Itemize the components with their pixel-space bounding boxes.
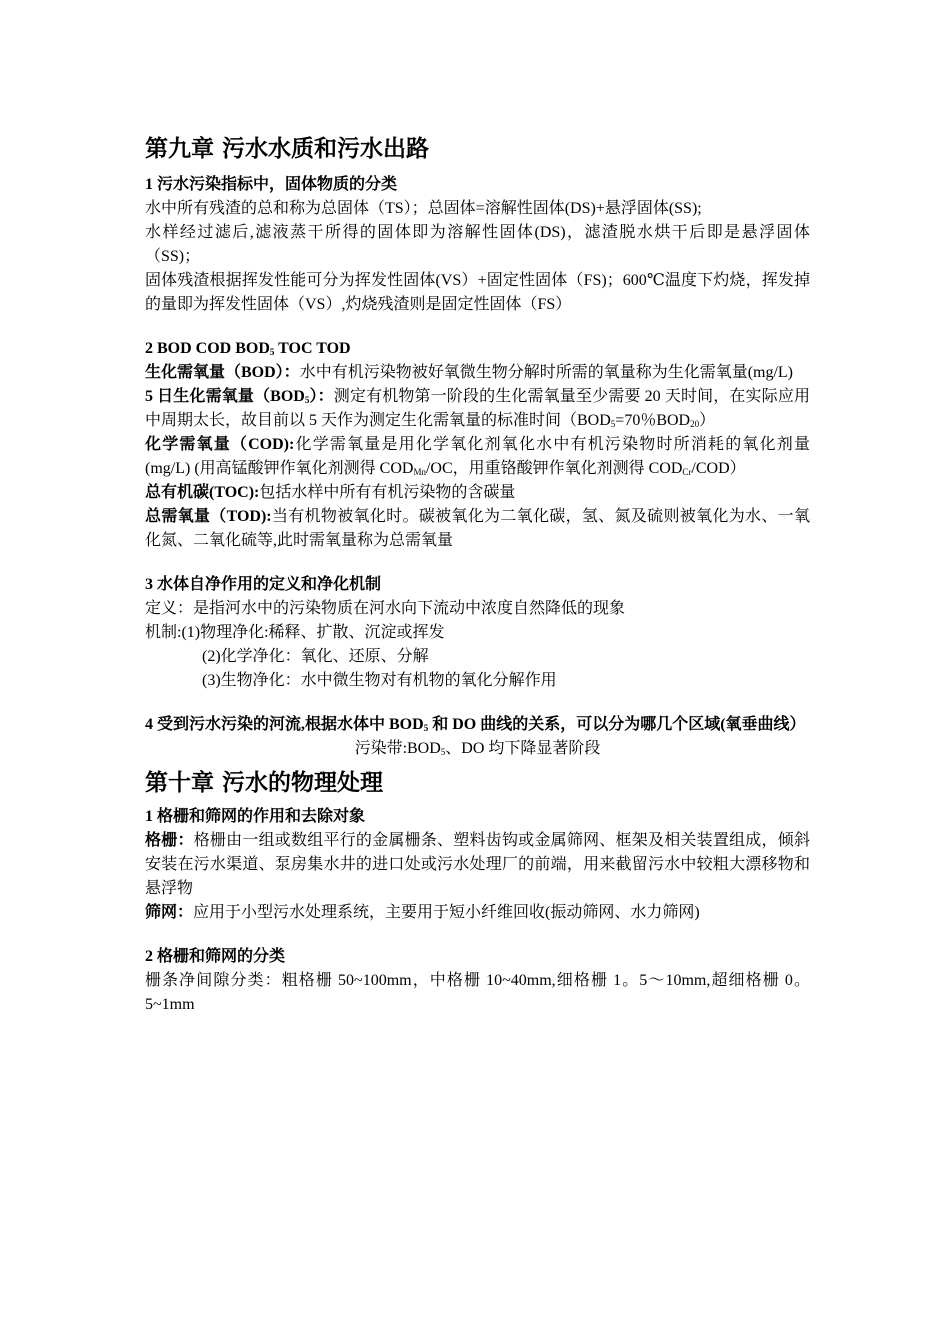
paragraph-toc: 总有机碳(TOC):包括水样中所有有机污染物的含碳量	[145, 484, 516, 501]
paragraph-tod: 总需氧量（TOD):当有机物被氧化时。碳被氧化为二氧化碳，氢、氮及硫则被氧化为水、一氧化氮、二氧化硫等,此时需氧量称为总需氧量	[145, 508, 810, 549]
paragraph: 栅条净间隙分类：粗格栅 50~100mm，中格栅 10~40mm,细格栅 1。5～10mm,超细格栅 0。5~1mm	[145, 972, 810, 1013]
chapter-10-title: 第十章 污水的物理处理	[145, 770, 384, 796]
paragraph: 污染带$:BOD_5$、DO 均下降显著阶段	[354, 740, 601, 757]
term-label: 总有机碳(TOC):	[145, 484, 260, 501]
term-label: 格栅：	[145, 832, 194, 849]
term-label: 化学需氧量（COD):	[145, 436, 295, 453]
paragraph-screen: 筛网：应用于小型污水处理系统，主要用于短小纤维回收(振动筛网、水力筛网)	[145, 904, 700, 921]
term-label: 筛网：	[145, 904, 194, 921]
section-title: 3 水体自净作用的定义和净化机制	[145, 576, 382, 593]
paragraph-bod5: 5 日生化需氧量$(BOD_5)$：测定有机物第一阶段的生化需氧量至少需要 20 天时间，在实际应用中周期太长，故目前以 5 天作为测定生化需氧量的标准时间（$BOD_5=70$％$BOD_{20}$）	[145, 388, 810, 429]
paragraph: (3)生物净化：水中微生物对有机物的氧化分解作用	[202, 672, 557, 689]
paragraph-grille: 格栅：格栅由一组或数组平行的金属栅条、塑料齿钩或金属筛网、框架及相关装置组成，倾斜安装在污水渠道、泵房集水井的进口处或污水处理厂的前端，用来截留污水中较粗大漂移物和悬浮物	[145, 832, 810, 897]
paragraph: (2)化学净化：氧化、还原、分解	[202, 648, 429, 665]
section-title: 1 格栅和筛网的作用和去除对象	[145, 808, 366, 825]
section-title: 1 污水污染指标中，固体物质的分类	[145, 176, 398, 193]
section-title: 2 格栅和筛网的分类	[145, 948, 286, 965]
paragraph: 水样经过滤后,滤液蒸干所得的固体即为溶解性固体(DS)，滤渣脱水烘干后即是悬浮固体（SS)；	[145, 224, 810, 265]
document-page	[145, 0, 810, 1017]
section-title: 4 受到污水污染的河流,根据水体中 $BOD_5$ 和 DO 曲线的关系，可以分为哪几个区域(氧垂曲线）	[145, 716, 806, 733]
section-title: 2 BOD COD $BOD_5$ TOC TOD	[145, 340, 351, 357]
term-label: 5 日生化需氧量$(BOD_5)$：	[145, 388, 334, 405]
paragraph-cod: 化学需氧量（COD):化学需氧量是用化学氧化剂氧化水中有机污染物时所消耗的氧化剂量(mg/L) (用高锰酸钾作氧化剂测得 $COD_{Mn}/OC$，用重铬酸钾作氧化剂测得 $COD_{Cr}/COD$）	[145, 436, 810, 477]
paragraph: 机制:(1)物理净化:稀释、扩散、沉淀或挥发	[145, 624, 445, 641]
paragraph: 定义：是指河水中的污染物质在河水向下流动中浓度自然降低的现象	[145, 600, 626, 617]
chapter-9-title: 第九章 污水水质和污水出路	[145, 136, 430, 162]
paragraph: 固体残渣根据挥发性能可分为挥发性固体(VS）+固定性固体（FS)；600℃温度下灼烧，挥发掉的量即为挥发性固体（VS）,灼烧残渣则是固定性固体（FS）	[145, 272, 810, 313]
term-label: 总需氧量（TOD):	[145, 508, 272, 525]
paragraph: 水中所有残渣的总和称为总固体（TS）；总固体=溶解性固体(DS)+悬浮固体(SS);	[145, 200, 702, 217]
term-label: 生化需氧量（BOD）：	[145, 364, 300, 381]
paragraph-bod: 生化需氧量（BOD）：水中有机污染物被好氧微生物分解时所需的氧量称为生化需氧量(mg/L)	[145, 364, 794, 381]
